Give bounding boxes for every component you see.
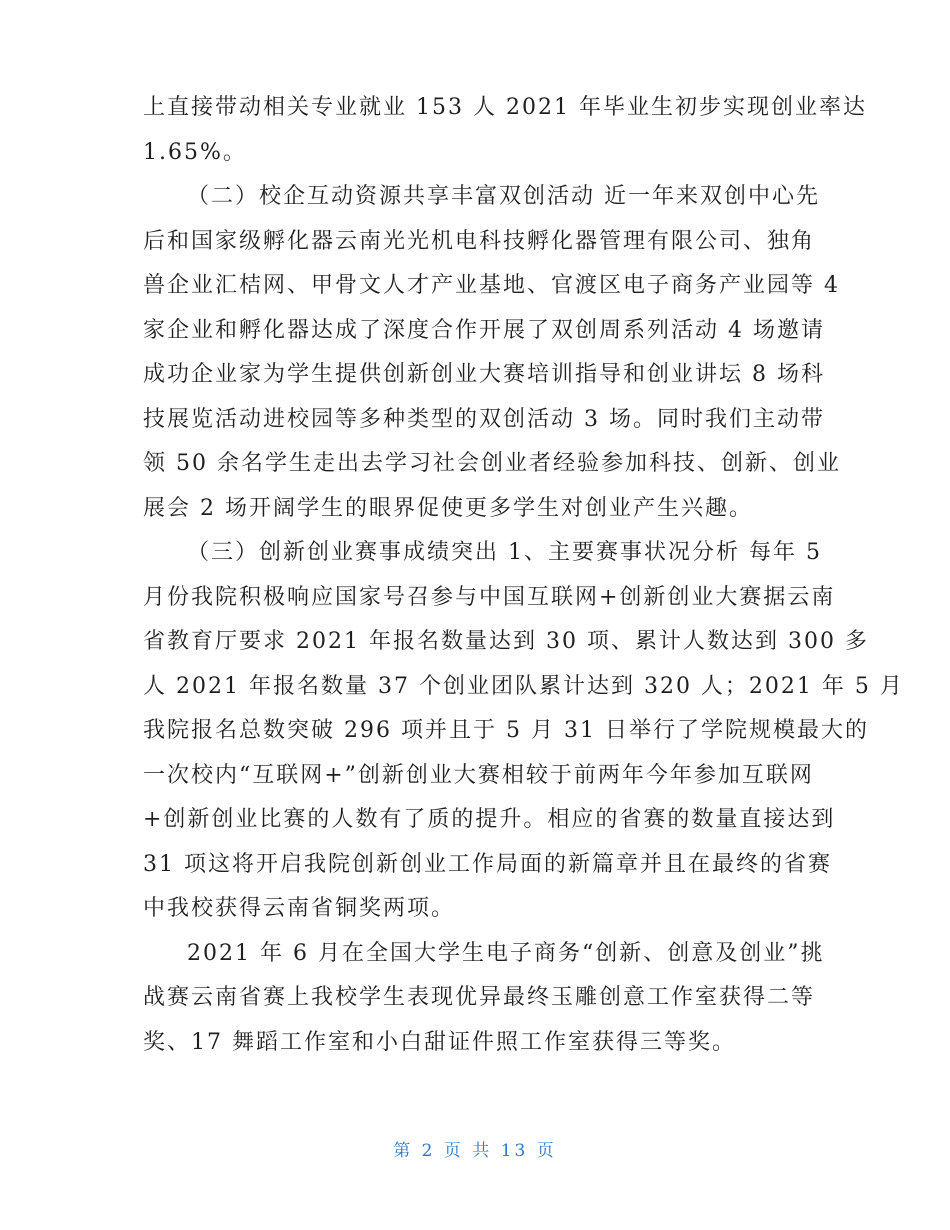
- paragraph-line: 我院报名总数突破 296 项并且于 5 月 31 日举行了学院规模最大的: [143, 718, 869, 743]
- paragraph-line: 上直接带动相关专业就业 153 人 2021 年毕业生初步实现创业率达: [143, 95, 867, 120]
- paragraph-line: 省教育厅要求 2021 年报名数量达到 30 项、累计人数达到 300 多: [143, 629, 869, 654]
- paragraph-line: 展会 2 场开阔学生的眼界促使更多学生对创业产生兴趣。: [143, 495, 753, 521]
- paragraph-line: 月份我院积极响应国家号召参与中国互联网+创新创业大赛据云南: [143, 584, 836, 610]
- paragraph-4: [143, 932, 823, 1066]
- paragraph-line: 中我校获得云南省铜奖两项。: [143, 896, 456, 921]
- paragraph-line: 2021 年 6 月在全国大学生电子商务“创新、创意及创业”挑: [187, 940, 825, 966]
- paragraph-line: +创新创业比赛的人数有了质的提升。相应的省赛的数量直接达到: [143, 807, 836, 832]
- paragraph-2: [143, 175, 841, 531]
- paragraph-line: 家企业和孵化器达成了深度合作开展了双创周系列活动 4 场邀请: [143, 317, 825, 343]
- paragraph-line: 领 50 余名学生走出去学习社会创业者经验参加科技、创新、创业: [143, 451, 841, 476]
- paragraph-line: 人 2021 年报名数量 37 个创业团队累计达到 320 人；2021 年 5 月: [143, 673, 904, 699]
- paragraph-line: （三）创新创业赛事成绩突出 1、主要赛事状况分析 每年 5: [187, 540, 822, 565]
- page-number-footer: 第 2 页 共 13 页: [393, 1141, 557, 1161]
- paragraph-line: 一次校内“互联网+”创新创业大赛相较于前两年今年参加互联网: [143, 762, 814, 788]
- paragraph-3: [143, 531, 904, 932]
- paragraph-line: 后和国家级孵化器云南光光机电科技孵化器管理有限公司、独角: [143, 228, 816, 254]
- paragraph-line: 1.65%。: [143, 139, 247, 165]
- paragraph-line: （二）校企互动资源共享丰富双创活动 近一年来双创中心先: [187, 184, 820, 209]
- paragraph-line: 31 项这将开启我院创新创业工作局面的新篇章并且在最终的省赛: [143, 851, 832, 877]
- paragraph-line: 技展览活动进校园等多种类型的双创活动 3 场。同时我们主动带: [143, 406, 825, 432]
- paragraph-line: 奖、17 舞蹈工作室和小白甜证件照工作室获得三等奖。: [143, 1029, 736, 1055]
- paragraph-line: 成功企业家为学生提供创新创业大赛培训指导和创业讲坛 8 场科: [143, 362, 825, 387]
- paragraph-line: 兽企业汇桔网、甲骨文人才产业基地、官渡区电子商务产业园等 4: [143, 273, 840, 298]
- document-body: [143, 86, 904, 1065]
- paragraph-line: 战赛云南省赛上我校学生表现优异最终玉雕创意工作室获得二等: [143, 985, 816, 1010]
- paragraph-1: [143, 86, 867, 175]
